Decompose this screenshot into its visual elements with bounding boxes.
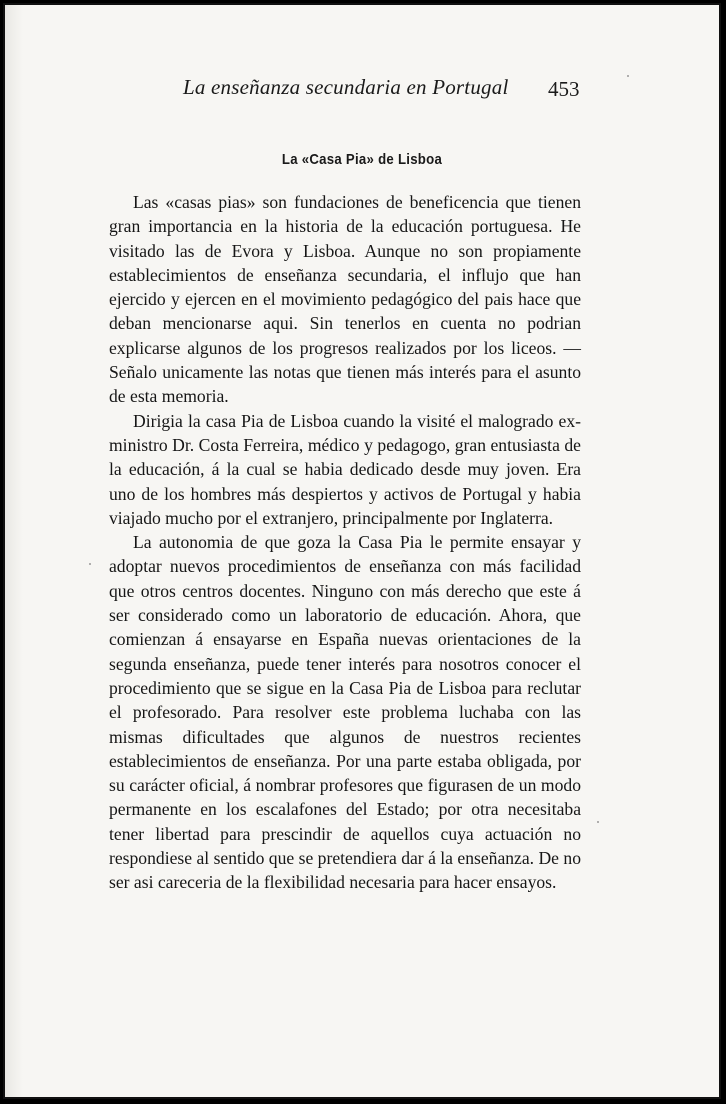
- body-text: [109, 190, 581, 895]
- paragraph-1: Las «casas pias» son fundaciones de beneficencia que tienen gran importancia en la historia de la educación portuguesa. He visitado las de Evora y Lisboa. Aunque no son propiamente establecimientos de enseñanza secundaria, el influjo que han ejercido y ejercen en el movimiento pedagógico del pais hace que deban mencionarse aqui. Sin tenerlos en cuenta no podrian explicarse algunos de los progresos realizados por los liceos. — Señalo unicamente las notas que tienen más interés para el asunto de esta memoria.: [109, 192, 581, 407]
- page-number: 453: [548, 77, 580, 101]
- page-gutter-shading: [5, 5, 23, 1097]
- paper-speck: [627, 75, 629, 77]
- paragraph-2: Dirigia la casa Pia de Lisboa cuando la visité el malogrado ex-ministro Dr. Costa Ferreira, médico y pedagogo, gran entusiasta de la educación, á la cual se habia dedicado desde muy joven. Era uno de los hombres más despiertos y activos de Portugal y habia viajado mucho por el extranjero, principalmente por Inglaterra.: [109, 410, 581, 528]
- section-title: La «Casa Pia» de Lisboa: [281, 151, 443, 168]
- paper-speck: [597, 821, 599, 823]
- paper-speck: [89, 563, 91, 565]
- page: [3, 3, 721, 1099]
- paragraph-3: La autonomia de que goza la Casa Pia le permite ensayar y adoptar nuevos procedimientos de enseñanza con más facilidad que otros centros docentes. Ninguno con más derecho que este á ser considerado como un laboratorio de educación. Ahora, que comienzan á ensayarse en España nuevas orientaciones de la segunda enseñanza, puede tener interés para nosotros conocer el procedimiento que se sigue en la Casa Pia de Lisboa para reclutar el profesorado. Para resolver este problema luchaba con las mismas dificultades que algunos de nuestros recientes establecimientos de enseñanza. Por una parte estaba obligada, por su carácter oficial, á nombrar profesores que figurasen de un modo permanente en los escalafones del Estado; por otra necesitaba tener libertad para prescindir de aquellos cuya actuación no respondiese al sentido que se pretendiera dar á la enseñanza. De no ser asi careceria de la flexibilidad necesaria para hacer ensayos.: [109, 532, 581, 893]
- running-title: La enseñanza secundaria en Portugal: [183, 75, 509, 99]
